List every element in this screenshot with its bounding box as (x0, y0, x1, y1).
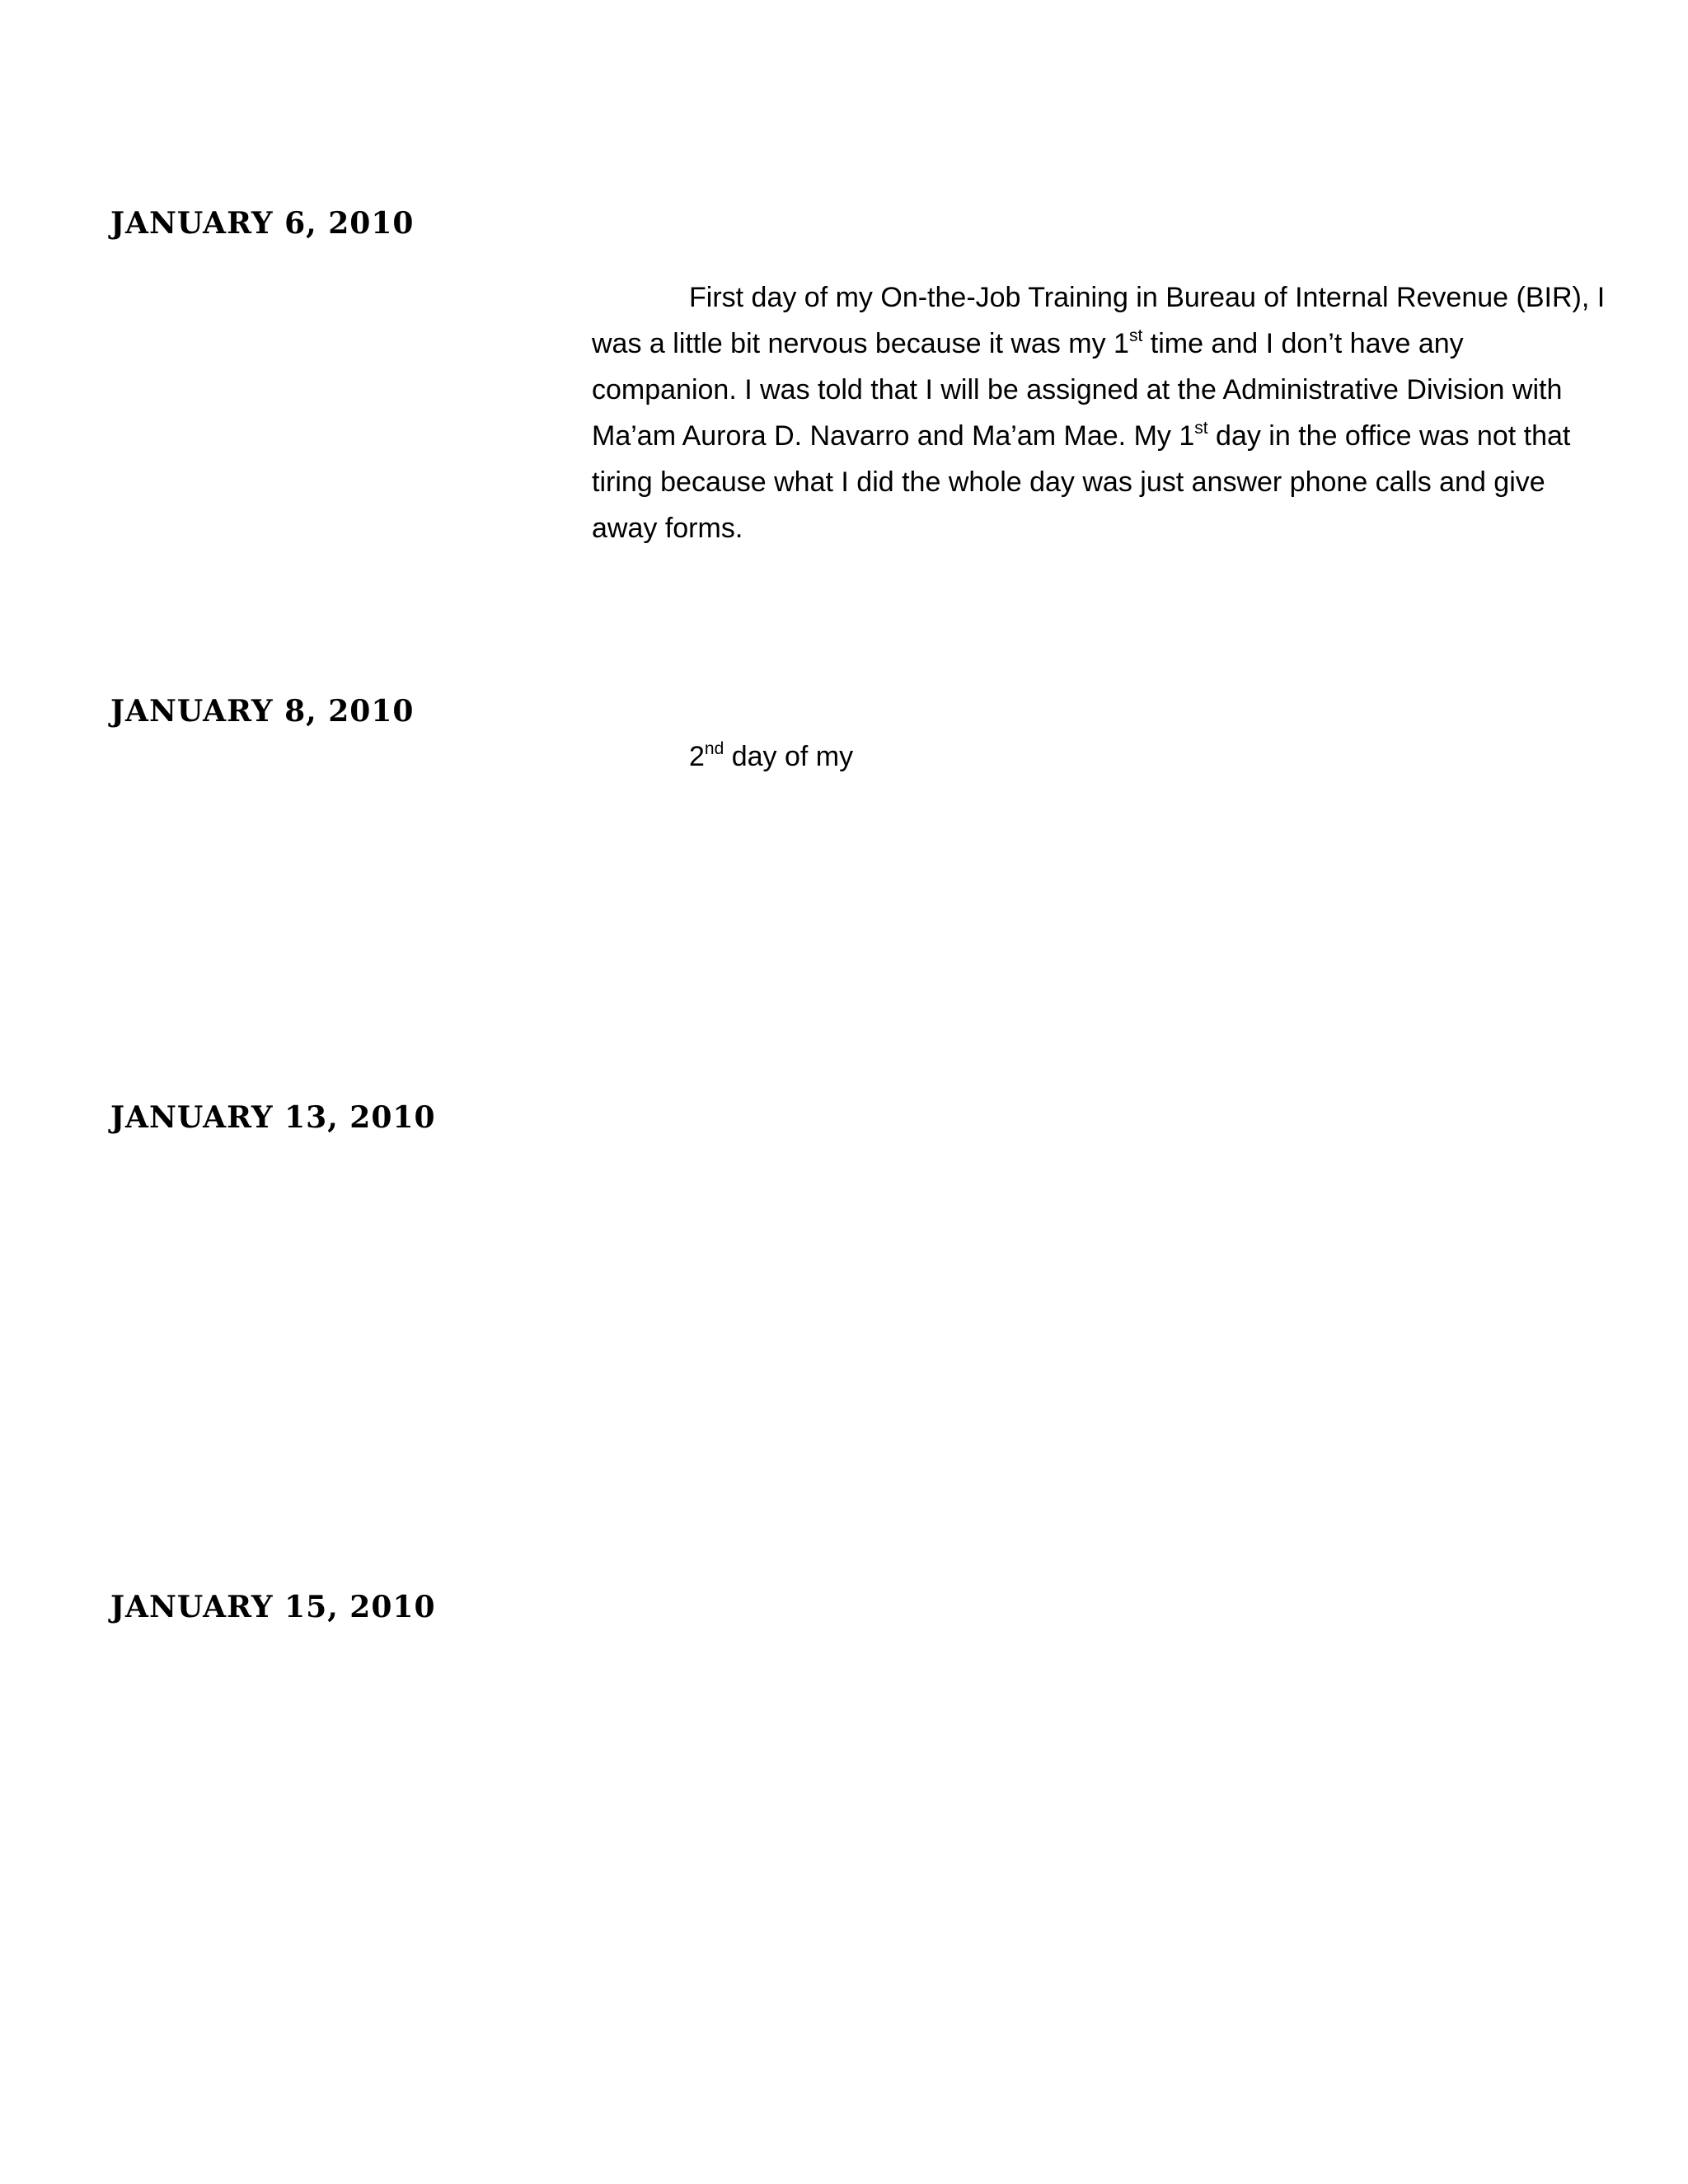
entry-text-part: time and I don’t have any companion. I was told that I will be assigned at the Administrative Division with Ma’am Aurora D. Navarro and Ma’am Mae. My 1 (592, 328, 1563, 452)
entry-date-heading: JANUARY 6, 2010 (110, 206, 415, 241)
entry-text-part: day in the office was not that tiring because what I did the whole day was just answer phone calls and give away forms. (592, 420, 1571, 544)
entry-date-heading: JANUARY 15, 2010 (110, 1590, 436, 1624)
entry-text-part: First day of my On-the-Job Training in Bureau of Internal Revenue (BIR), I was a little bit nervous because it was my 1 (592, 282, 1606, 359)
ordinal-suffix: st (1128, 326, 1143, 345)
ordinal-suffix: nd (704, 738, 724, 758)
entry-body-text (592, 733, 1611, 780)
ordinal-suffix: st (1194, 418, 1208, 438)
entry-text-part: day of my (724, 741, 854, 772)
entry-date-heading: JANUARY 8, 2010 (110, 694, 415, 729)
entry-body-text (592, 274, 1611, 551)
entry-date-heading: JANUARY 13, 2010 (110, 1100, 436, 1135)
entry-text-part: 2 (689, 741, 705, 772)
